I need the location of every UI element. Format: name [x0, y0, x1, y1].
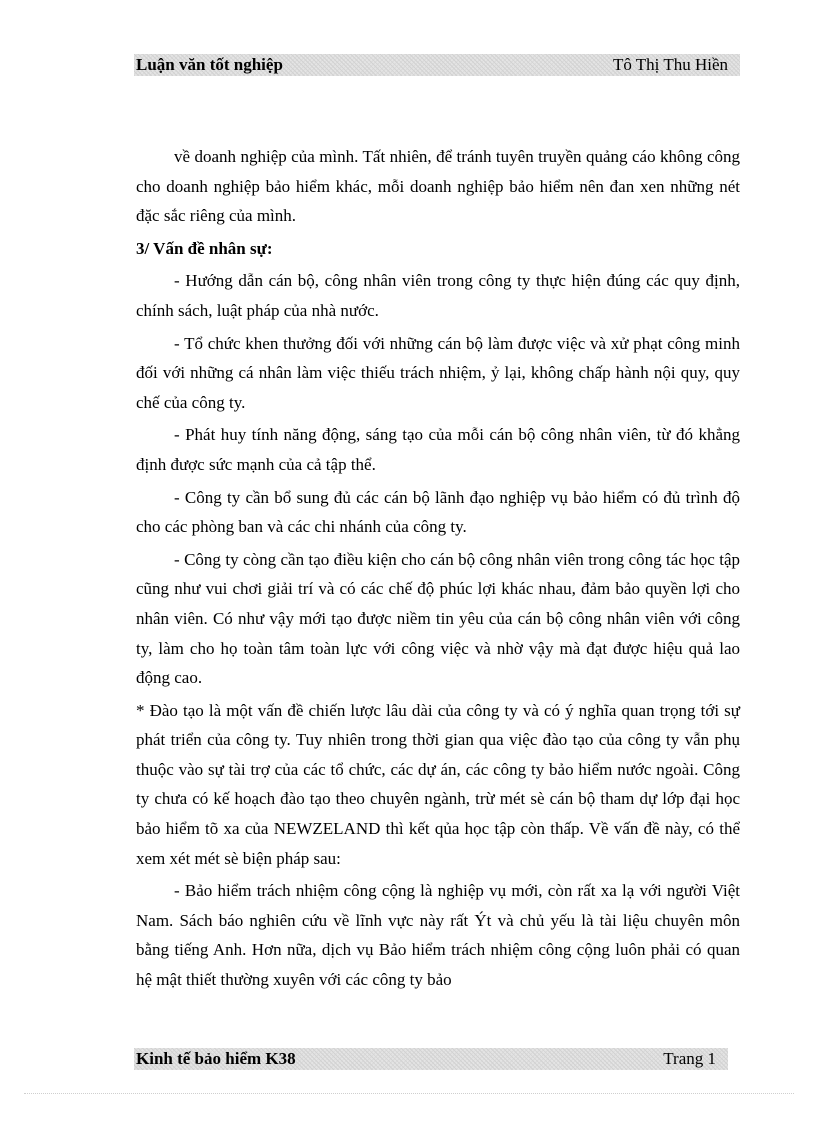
paragraph-intro: về doanh nghiệp của mình. Tất nhiên, để tránh tuyên truyền quảng cáo không công cho doanh nghiệp bảo hiểm khác, mỗi doanh nghiệp bảo hiểm nên đan xen những nét đặc sắc riêng của mình. [136, 147, 740, 226]
page-bottom-divider [24, 1093, 794, 1094]
paragraph-welfare: - Công ty còng cần tạo điều kiện cho cán bộ công nhân viên trong công tác học tập cũng như vui chơi giải trí và có các chế độ phúc lợi khác nhau, đảm bảo quyền lợi cho nhân viên. Có như vậy mới tạo được niềm tin yêu của cán bộ công nhân viên với công ty, làm cho họ toàn tâm toàn lực với công việc và nhờ vậy mà đạt được hiệu quả lao động cao. [136, 549, 740, 688]
header-author-name: Tô Thị Thu Hiền [612, 55, 728, 74]
document-body [136, 142, 740, 998]
page-number: Trang 1 [663, 1049, 716, 1068]
paragraph-guidance: - Hướng dẫn cán bộ, công nhân viên trong công ty thực hiện đúng các quy định, chính sách, luật pháp của nhà nước. [136, 271, 740, 320]
header-thesis-title: Luận văn tốt nghiệp [136, 55, 283, 74]
paragraph-liability-insurance: - Bảo hiểm trách nhiệm công cộng là nghiệp vụ mới, còn rất xa lạ với người Việt Nam. Sách báo nghiên cứu về lĩnh vực này rất Ýt và chủ yếu là tài liệu chuyên môn bằng tiếng Anh. Hơn nữa, dịch vụ Bảo hiểm trách nhiệm công cộng luôn phải có quan hệ mật thiết thường xuyên với các công ty bảo [136, 881, 740, 990]
paragraph-staffing: - Công ty cần bổ sung đủ các cán bộ lãnh đạo nghiệp vụ bảo hiểm có đủ trình độ cho các phòng ban và các chi nhánh của công ty. [136, 487, 740, 537]
page-header [134, 54, 740, 76]
paragraph-rewards: - Tổ chức khen thưởng đối với những cán bộ làm được việc và xử phạt công minh đối với những cá nhân làm việc thiếu trách nhiệm, ỷ lại, không chấp hành nội quy, quy chế của công ty. [136, 333, 740, 412]
footer-course-name: Kinh tế bảo hiểm K38 [136, 1049, 296, 1068]
section-heading: 3/ Vấn đề nhân sự: [136, 238, 273, 258]
page-footer [134, 1048, 728, 1070]
paragraph-training: * Đào tạo là một vấn đề chiến lược lâu dài của công ty và có ý nghĩa quan trọng tới sự phát triển của công ty. Tuy nhiên trong thời gian qua việc đào tạo của công ty vẫn phụ thuộc vào sự tài trợ của các tổ chức, các dự án, các công ty bảo hiểm nước ngoài. Công ty chưa có kế hoạch đào tạo theo chuyên ngành, trừ mét sè cán bộ tham dự lớp đại học bảo hiểm tõ xa của NEWZELAND thì kết qủa học tập còn thấp. Về vấn đề này, có thể xem xét mét sè biện pháp sau: [136, 700, 740, 868]
paragraph-creativity: - Phát huy tính năng động, sáng tạo của mỗi cán bộ công nhân viên, từ đó khẳng định được sức mạnh của cả tập thể. [136, 425, 740, 474]
